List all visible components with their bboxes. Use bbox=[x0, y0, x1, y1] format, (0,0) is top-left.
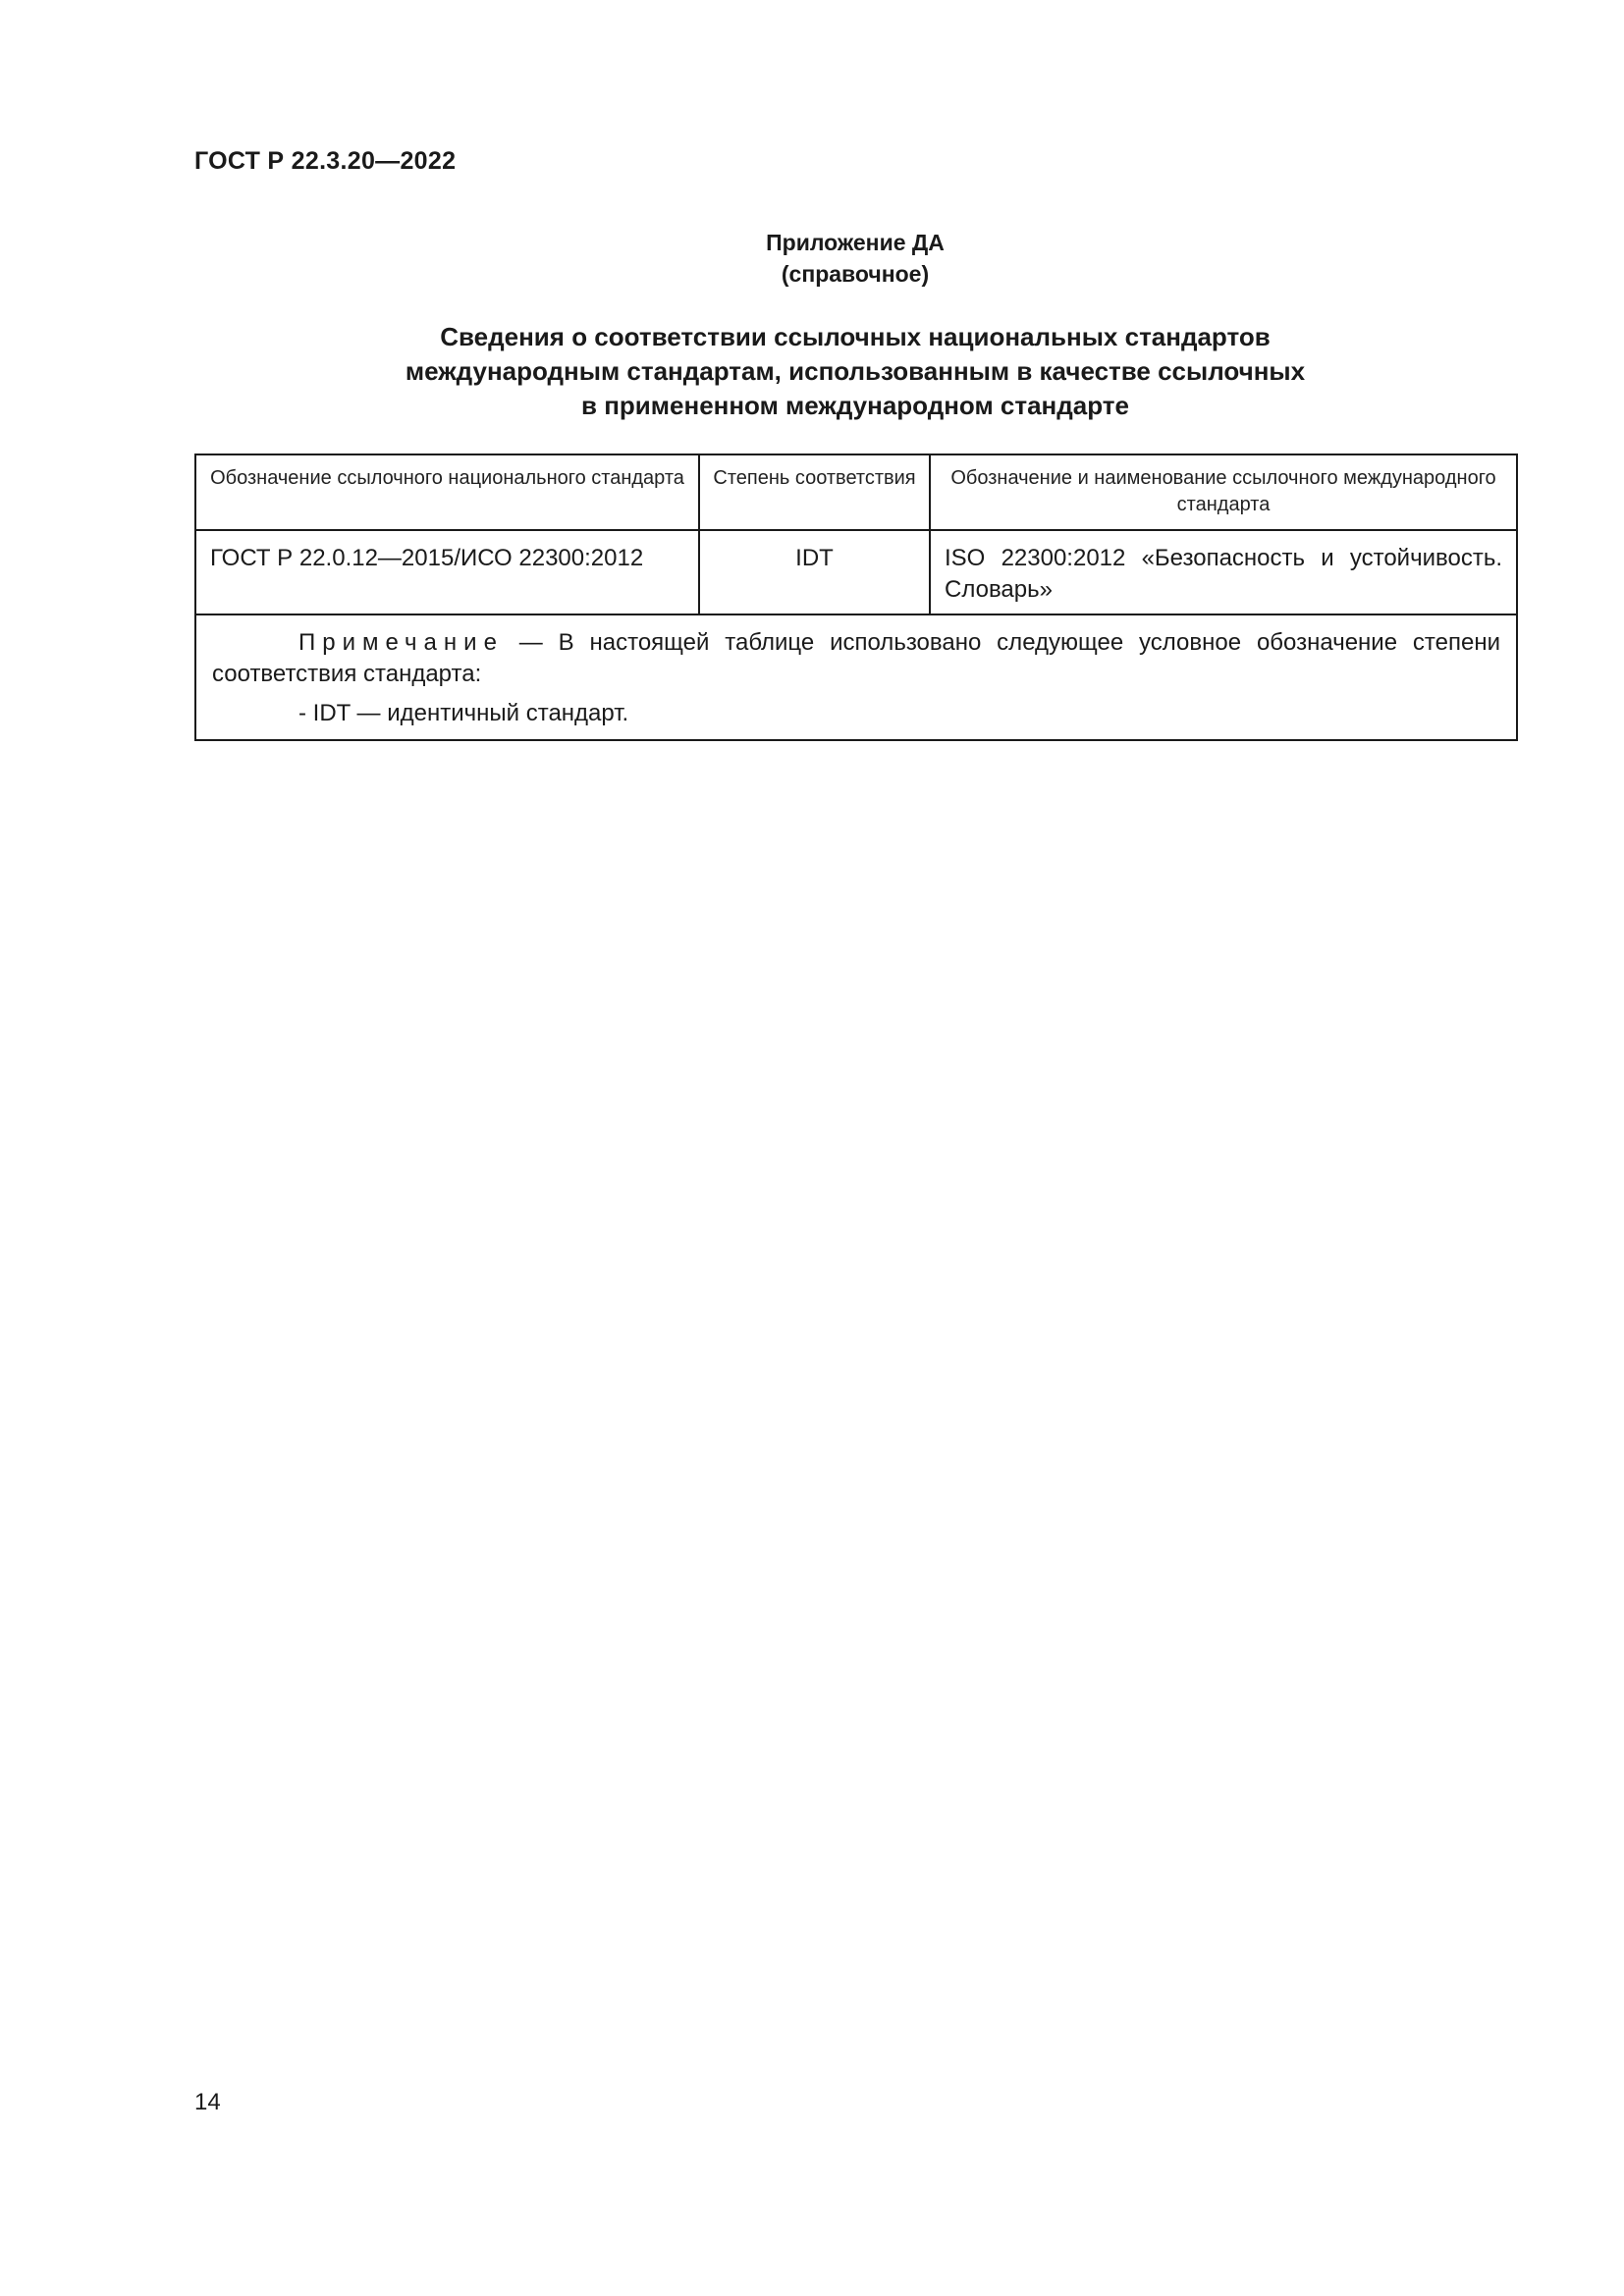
appendix-heading bbox=[194, 227, 1516, 290]
note-text bbox=[212, 627, 1500, 690]
appendix-title bbox=[194, 320, 1516, 423]
reference-standards-table bbox=[194, 454, 1518, 741]
cell-international-standard: ISO 22300:2012 «Безопасность и устойчивость. Словарь» bbox=[930, 530, 1517, 614]
document-code: ГОСТ Р 22.3.20—2022 bbox=[194, 147, 457, 175]
page-number: 14 bbox=[194, 2089, 221, 2115]
note-label: Примечание bbox=[298, 629, 504, 656]
table-note-row bbox=[195, 614, 1517, 740]
title-line-2: международным стандартам, использованным в качестве ссылочных bbox=[405, 356, 1306, 386]
cell-degree: IDT bbox=[699, 530, 930, 614]
appendix-name: Приложение ДА bbox=[766, 230, 945, 255]
note-list-item: - IDT — идентичный стандарт. bbox=[298, 700, 629, 726]
appendix-type: (справочное) bbox=[781, 261, 930, 287]
table-row bbox=[195, 530, 1517, 614]
title-line-3: в примененном международном стандарте bbox=[581, 391, 1129, 420]
note-body: — В настоящей таблице использовано следующее условное обозначение степени соответствия стандарта: bbox=[212, 629, 1500, 687]
table-note bbox=[195, 614, 1517, 740]
header-international-standard: Обозначение и наименование ссылочного международного стандарта bbox=[930, 454, 1517, 530]
cell-national-standard: ГОСТ Р 22.0.12—2015/ИСО 22300:2012 bbox=[195, 530, 699, 614]
table-header-row bbox=[195, 454, 1517, 530]
title-line-1: Сведения о соответствии ссылочных национальных стандартов bbox=[440, 322, 1271, 351]
header-degree: Степень соответствия bbox=[699, 454, 930, 530]
header-national-standard: Обозначение ссылочного национального стандарта bbox=[195, 454, 699, 530]
